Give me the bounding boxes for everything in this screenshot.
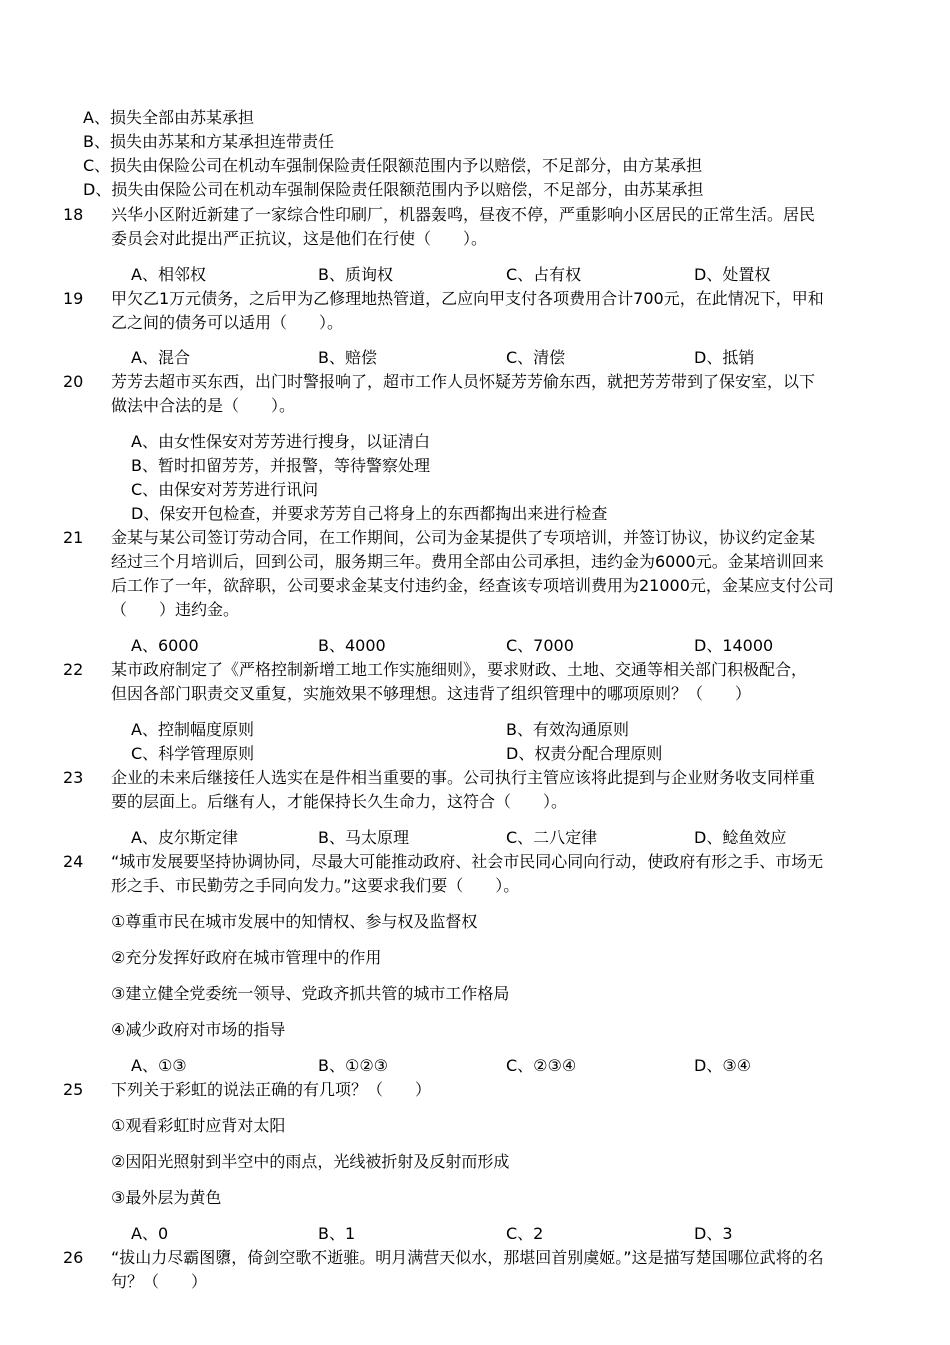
question-text: 兴华小区附近新建了一家综合性印刷厂，机器轰鸣，昼夜不停，严重影响小区居民的正常生活。居民 — [111, 205, 816, 224]
option-line: C、损失由保险公司在机动车强制保险责任限额范围内予以赔偿，不足部分，由方某承担 — [83, 156, 703, 175]
option-c: C、二八定律 — [506, 828, 598, 847]
statement-line: ①观看彩虹时应背对太阳 — [111, 1116, 286, 1135]
option-d: D、③④ — [694, 1056, 752, 1075]
option-line: D、损失由保险公司在机动车强制保险责任限额范围内予以赔偿，不足部分，由苏某承担 — [83, 180, 704, 199]
question-text: 下列关于彩虹的说法正确的有几项？（ ） — [111, 1080, 432, 1099]
question-text: 乙之间的债务可以适用（ ）。 — [111, 313, 344, 332]
question-text: 句？（ ） — [111, 1272, 208, 1291]
option-d: D、权责分配合理原则 — [506, 744, 663, 763]
question-text: 经过三个月培训后，回到公司，服务期三年。费用全部由公司承担，违约金为6000元。金某培训回来 — [111, 552, 824, 571]
question-number: 26 — [63, 1248, 84, 1267]
question-number: 20 — [63, 372, 84, 391]
option-c: C、清偿 — [506, 348, 566, 367]
question-text: 某市政府制定了《严格控制新增工地工作实施细则》，要求财政、土地、交通等相关部门积极配合， — [111, 660, 808, 679]
option-b: B、有效沟通原则 — [506, 720, 629, 739]
option-line: A、损失全部由苏某承担 — [83, 108, 254, 127]
option-b: B、1 — [318, 1224, 356, 1243]
option-a: A、0 — [131, 1224, 169, 1243]
question-text: 委员会对此提出严正抗议，这是他们在行使（ ）。 — [111, 229, 488, 248]
question-text: 后工作了一年，欲辞职，公司要求金某支付违约金，经查该专项培训费用为21000元，金某应支付公司 — [111, 576, 834, 595]
option-a: A、6000 — [131, 636, 199, 655]
option-d: D、保安开包检查，并要求芳芳自己将身上的东西都掏出来进行检查 — [131, 504, 608, 523]
option-b: B、马太原理 — [318, 828, 409, 847]
question-text: 甲欠乙1万元债务，之后甲为乙修理地热管道，乙应向甲支付各项费用合计700元，在此情况下，甲和 — [111, 289, 824, 308]
option-d: D、处置权 — [694, 265, 771, 284]
question-text: 要的层面上。后继有人，才能保持长久生命力，这符合（ ）。 — [111, 792, 568, 811]
statement-line: ③最外层为黄色 — [111, 1188, 222, 1207]
question-text: 但因各部门职责交叉重复，实施效果不够理想。这违背了组织管理中的哪项原则？（ ） — [111, 684, 752, 703]
option-d: D、3 — [694, 1224, 733, 1243]
option-c: C、占有权 — [506, 265, 582, 284]
question-text: “城市发展要坚持协调协同，尽最大可能推动政府、社会市民同心同向行动，使政府有形之手、市场无 — [111, 852, 824, 871]
question-text: 芳芳去超市买东西，出门时警报响了，超市工作人员怀疑芳芳偷东西，就把芳芳带到了保安室，以下 — [111, 372, 816, 391]
option-b: B、质询权 — [318, 265, 393, 284]
option-d: D、鲶鱼效应 — [694, 828, 787, 847]
question-text: 形之手、市民勤劳之手同向发力。”这要求我们要（ ）。 — [111, 876, 520, 895]
question-number: 21 — [63, 528, 84, 547]
option-c: C、科学管理原则 — [131, 744, 255, 763]
question-text: 金某与某公司签订劳动合同，在工作期间，公司为金某提供了专项培训，并签订协议，协议约定金某 — [111, 528, 816, 547]
option-b: B、4000 — [318, 636, 386, 655]
option-line: B、损失由苏某和方某承担连带责任 — [83, 132, 334, 151]
option-a: A、①③ — [131, 1056, 187, 1075]
question-number: 24 — [63, 852, 84, 871]
option-d: D、抵销 — [694, 348, 755, 367]
question-number: 22 — [63, 660, 84, 679]
option-a: A、相邻权 — [131, 265, 206, 284]
question-text: 做法中合法的是（ ）。 — [111, 396, 296, 415]
question-number: 25 — [63, 1080, 84, 1099]
option-a: A、皮尔斯定律 — [131, 828, 238, 847]
option-a: A、控制幅度原则 — [131, 720, 254, 739]
option-c: C、2 — [506, 1224, 544, 1243]
option-b: B、①②③ — [318, 1056, 389, 1075]
option-b: B、暂时扣留芳芳，并报警，等待警察处理 — [131, 456, 430, 475]
question-text: 企业的未来后继接任人选实在是件相当重要的事。公司执行主管应该将此提到与企业财务收支同样重 — [111, 768, 816, 787]
option-c: C、由保安对芳芳进行讯问 — [131, 480, 319, 499]
question-number: 19 — [63, 289, 84, 308]
question-text: “拔山力尽霸图隳，倚剑空歌不逝骓。明月满营天似水，那堪回首别虞姬。”这是描写楚国哪位武将的名 — [111, 1248, 824, 1267]
question-number: 23 — [63, 768, 84, 787]
question-text: （ ）违约金。 — [111, 600, 240, 619]
statement-line: ②因阳光照射到半空中的雨点，光线被折射及反射而形成 — [111, 1152, 510, 1171]
statement-line: ①尊重市民在城市发展中的知情权、参与权及监督权 — [111, 912, 478, 931]
option-d: D、14000 — [694, 636, 774, 655]
option-b: B、赔偿 — [318, 348, 377, 367]
statement-line: ②充分发挥好政府在城市管理中的作用 — [111, 948, 382, 967]
option-a: A、由女性保安对芳芳进行搜身，以证清白 — [131, 432, 430, 451]
option-c: C、7000 — [506, 636, 574, 655]
statement-line: ③建立健全党委统一领导、党政齐抓共管的城市工作格局 — [111, 984, 510, 1003]
statement-line: ④减少政府对市场的指导 — [111, 1020, 286, 1039]
option-a: A、混合 — [131, 348, 190, 367]
option-c: C、②③④ — [506, 1056, 577, 1075]
question-number: 18 — [63, 205, 84, 224]
